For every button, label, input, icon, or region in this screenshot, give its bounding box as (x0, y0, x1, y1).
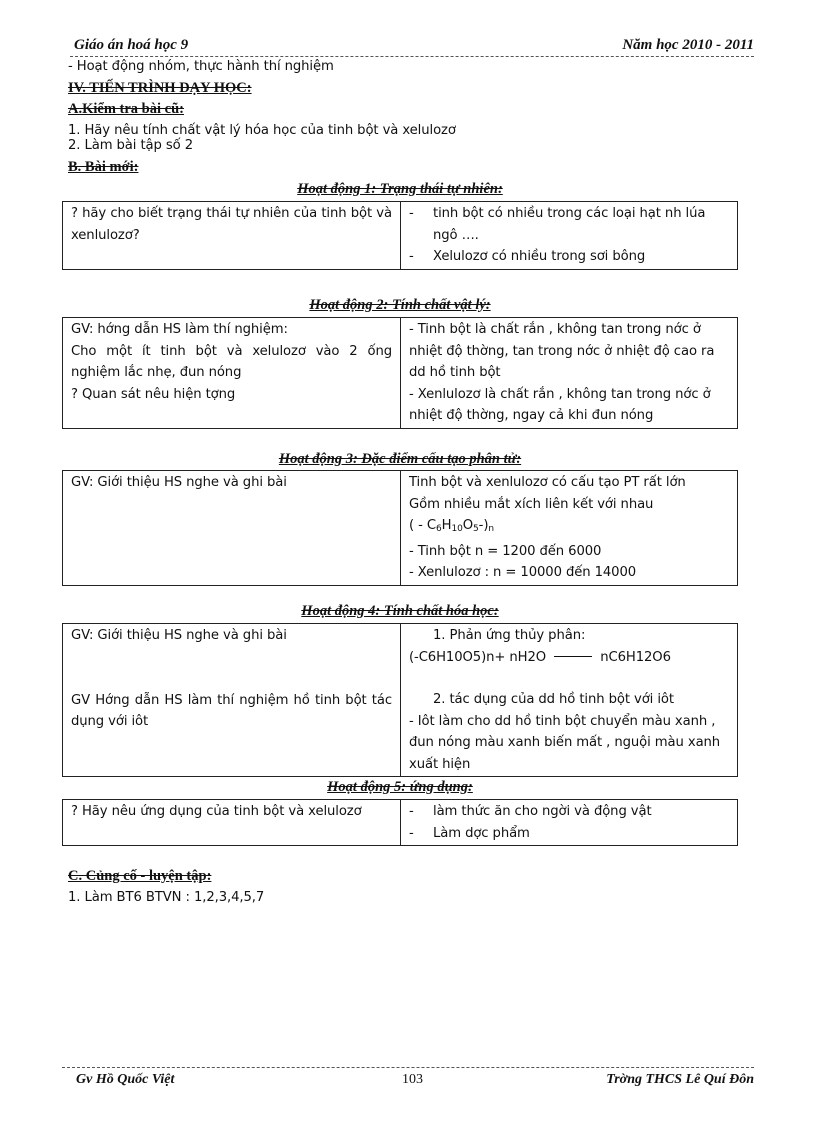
activity-3-content-line: Gồm nhiều mắt xích liên kết với nhau (409, 496, 654, 512)
activity-5-table (62, 799, 738, 846)
review-question-2: 2. Làm bài tập số 2 (68, 138, 193, 153)
footer-page-number: 103 (402, 1072, 423, 1087)
reaction-products: nC6H12O6 (600, 649, 671, 665)
header-school-year: Năm học 2010 - 2011 (622, 37, 754, 53)
intro-line: - Hoạt động nhóm, thực hành thí nghiệm (68, 59, 334, 74)
activity-3-teacher-guide: GV: Giới thiệu HS nghe và ghi bài (63, 471, 401, 586)
activity-1-title: Hoạt động 1: Trạng thái tự nhiên: (297, 181, 503, 197)
activity-4-content-line: - Iôt làm cho dd hồ tinh bột chuyển màu xanh , đun nóng màu xanh biến mất , nguội màu xanh xuất hiện (409, 713, 721, 772)
activity-5-question: ? Hãy nêu ứng dụng của tinh bột và xelulozơ (63, 800, 401, 846)
activity-2-title: Hoạt động 2: Tính chất vật lý: (309, 297, 491, 313)
footer-school: Trờng THCS Lê Quí Đôn (606, 1072, 754, 1087)
activity-3-formula: ( - $C_6H_{10}O_5-)_n$ (409, 518, 494, 534)
activity-3-table (62, 470, 738, 586)
page-header (70, 36, 754, 57)
activity-4-guide-line: GV Hớng dẫn HS làm thí nghiệm hồ tinh bột tác dụng với iôt (71, 692, 392, 729)
activity-1-answer (401, 202, 738, 270)
activity-2-guide-line: ? Quan sát nêu hiện tợng (71, 386, 236, 402)
review-question-1: 1. Hãy nêu tính chất vật lý hóa học của tinh bột và xelulozơ (68, 123, 456, 138)
activity-3-title: Hoạt động 3: Đặc điểm cấu tạo phân tử: (278, 451, 522, 467)
activity-2-content-line: - Xenlulozơ là chất rắn , không tan trong nớc ở nhiệt độ thờng, ngay cả khi đun nóng (409, 386, 711, 423)
activity-2-guide-line: Cho một ít tinh bột và xelulozơ vào 2 ống nghiệm lắc nhẹ, đun nóng (71, 343, 392, 380)
header-subject: Giáo án hoá học 9 (74, 37, 189, 53)
activity-5-title: Hoạt động 5: ứng dụng: (327, 779, 473, 795)
page-footer (62, 1067, 754, 1090)
activity-4-teacher-guide (63, 624, 401, 777)
section-iv-heading: IV. TIẾN TRÌNH DẠY HỌC: (68, 80, 252, 96)
activity-2-content-line: - Tinh bột là chất rắn , không tan trong nớc ở nhiệt độ thờng, tan trong nớc ở nhiệt độ cao ra dd hồ tinh bột (409, 322, 715, 380)
activity-1-question: ? hãy cho biết trạng thái tự nhiên của tinh bột và xenlulozơ? (63, 202, 401, 270)
section-b-heading: B. Bài mới: (68, 159, 139, 175)
activity-3-content-line: - Xenlulozơ : n = 10000 đến 14000 (409, 565, 637, 580)
activity-4-title: Hoạt động 4: Tính chất hóa học: (301, 603, 499, 619)
activity-2-table (62, 317, 738, 429)
activity-4-guide-line: GV: Giới thiệu HS nghe và ghi bài (71, 628, 287, 643)
activity-4-content (401, 624, 738, 777)
practice-line: 1. Làm BT6 BTVN : 1,2,3,4,5,7 (68, 890, 265, 905)
activity-2-teacher-guide (63, 318, 401, 429)
activity-3-content (401, 471, 738, 586)
activity-4-reaction (409, 647, 729, 669)
activity-1-answer-item: - tinh bột có nhiều trong các loại hạt nh lúa ngô …. (409, 203, 729, 246)
activity-5-answer (401, 800, 738, 846)
activity-4-item-2: 2. tác dụng của dd hồ tinh bột với iôt (433, 692, 674, 707)
section-a-heading: A.Kiểm tra bài cũ: (68, 101, 184, 117)
activity-3-content-line: - Tinh bột n = 1200 đến 6000 (409, 543, 602, 559)
activity-2-guide-line: GV: hớng dẫn HS làm thí nghiệm: (71, 322, 288, 337)
activity-3-content-line: Tinh bột và xenlulozơ có cấu tạo PT rất lớn (409, 475, 686, 490)
activity-4-item-1: 1. Phản ứng thủy phân: (433, 628, 586, 643)
activity-1-table (62, 201, 738, 270)
reaction-arrow-icon (554, 656, 592, 657)
activity-2-content (401, 318, 738, 429)
activity-4-table (62, 623, 738, 777)
footer-teacher: Gv Hồ Quốc Việt (76, 1072, 175, 1087)
activity-5-answer-item: - làm thức ăn cho ngời và động vật (409, 801, 729, 823)
activity-1-answer-item: - Xelulozơ có nhiều trong sơi bông (409, 246, 729, 268)
reaction-reactants: (-C6H10O5)n+ nH2O (409, 649, 547, 665)
activity-5-answer-item: - Làm dợc phẩm (409, 823, 729, 845)
section-c-heading: C. Củng cố - luyện tập: (68, 868, 212, 884)
